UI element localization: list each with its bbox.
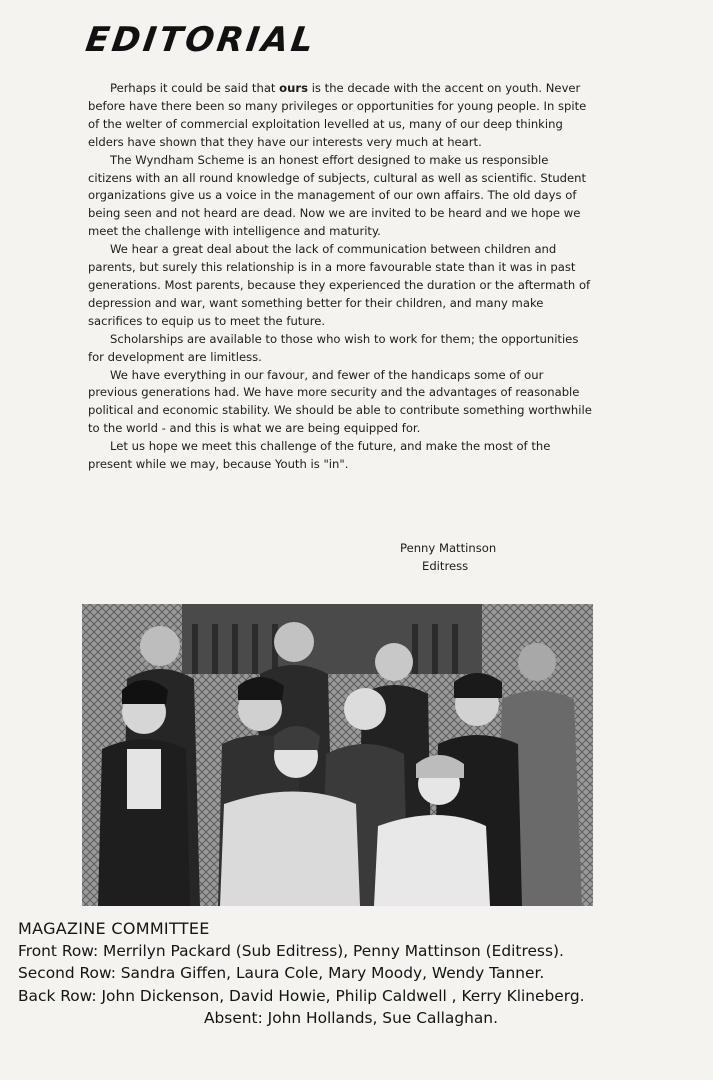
caption-heading: MAGAZINE COMMITTEE [18, 919, 210, 938]
paragraph-4: Scholarships are available to those who wish to work for them; the opportunities for development are limitless. [88, 331, 579, 364]
paragraph-5: We have everything in our favour, and fewer of the handicaps some of our previous generations had. We have more security and the advantages of reasonable political and economic stability. We should be able to contribute something worthwhile to the world - and this is what we are being equipped for. [88, 367, 592, 436]
caption-front-row: Front Row: Merrilyn Packard (Sub Editress), Penny Mattinson (Editress). [18, 942, 564, 961]
group-photo-illustration [82, 604, 593, 906]
signature-name: Penny Mattinson [400, 541, 497, 555]
paragraph-1: Perhaps it could be said that ours is the decade with the accent on youth. Never before have there been so many privileges or opportunities for young people. In spite of the welter of commercial exploitation levelled at us, many of our deep thinking elders have shown that they have our interests very much at heart. [88, 81, 587, 149]
signature [400, 539, 496, 575]
emphasis-ours: ours [279, 81, 309, 95]
photo-caption [18, 918, 708, 1029]
committee-photo [82, 604, 593, 906]
paragraph-2: The Wyndham Scheme is an honest effort designed to make us responsible citizens with an all round knowledge of subjects, cultural as well as scientific. Student organizations give us a voice in the management of our own affairs. The old days of being seen and not heard are dead. Now we are invited to be heard and we hope we meet the challenge with intelligence and maturity. [88, 152, 587, 239]
caption-absent: Absent: John Hollands, Sue Callaghan. [204, 1008, 498, 1027]
editorial-body [88, 80, 593, 474]
signature-role: Editress [422, 559, 469, 573]
caption-back-row: Back Row: John Dickenson, David Howie, Philip Caldwell , Kerry Klineberg. [18, 986, 585, 1005]
paragraph-3: We hear a great deal about the lack of communication between children and parents, but surely this relationship is in a more favourable state than it was in past generations. Most parents, because they experienced the duration or the aftermath of depression and war, want something better for their children, and many make sacrifices to equip us to meet the future. [88, 242, 591, 328]
page-title: EDITORIAL [83, 20, 319, 60]
paragraph-6: Let us hope we meet this challenge of the future, and make the most of the present while we may, because Youth is "in". [88, 439, 551, 472]
caption-second-row: Second Row: Sandra Giffen, Laura Cole, Mary Moody, Wendy Tanner. [18, 964, 545, 983]
